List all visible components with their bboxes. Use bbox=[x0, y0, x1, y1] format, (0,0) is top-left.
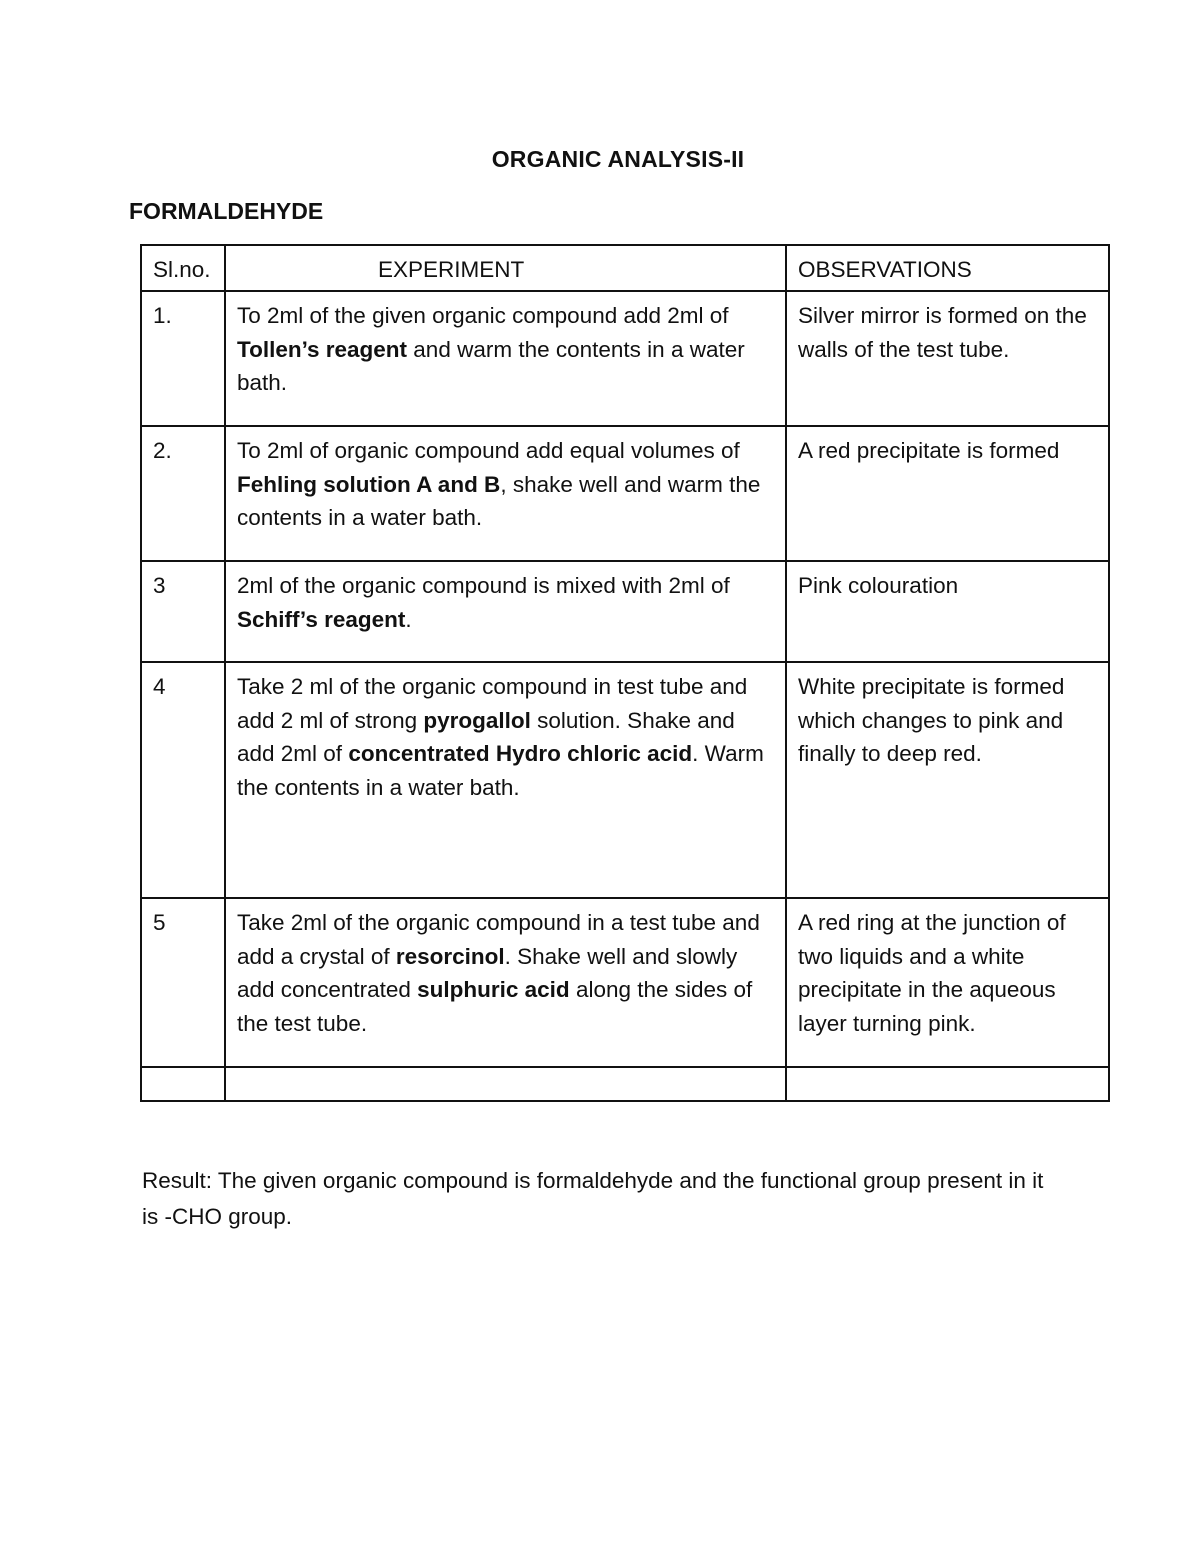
table-row bbox=[141, 561, 1109, 662]
reagent-name: concentrated Hydro chloric acid bbox=[348, 741, 693, 767]
table-row bbox=[141, 898, 1109, 1067]
row-number: 5 bbox=[141, 898, 225, 1067]
experiment-text: , shake well and warm the contents in a water bath. bbox=[237, 471, 761, 531]
empty-cell bbox=[786, 1067, 1109, 1101]
table-row bbox=[141, 662, 1109, 898]
header-slno: Sl.no. bbox=[141, 245, 225, 291]
empty-cell bbox=[141, 1067, 225, 1101]
experiment-text: . Warm the contents in a water bath. bbox=[237, 741, 764, 801]
row-number: 1. bbox=[141, 291, 225, 426]
experiment-text: To 2ml of the given organic compound add 2ml of bbox=[237, 303, 729, 328]
reagent-name: Tollen’s reagent bbox=[237, 336, 408, 362]
experiment-text: Take 2ml of the organic compound in a test tube and add a crystal of bbox=[237, 910, 760, 969]
experiment-cell bbox=[225, 561, 786, 662]
experiment-text: 2ml of the organic compound is mixed with 2ml of bbox=[237, 573, 730, 598]
reagent-name: pyrogallol bbox=[423, 707, 531, 733]
reagent-name: Fehling solution A and B bbox=[237, 471, 501, 497]
experiment-text: . Shake well and slowly add concentrated bbox=[237, 943, 738, 1003]
reagent-name: sulphuric acid bbox=[417, 977, 570, 1003]
experiment-text: along the sides of the test tube. bbox=[237, 977, 753, 1037]
observation-cell: A red precipitate is formed bbox=[786, 426, 1109, 561]
row-number: 4 bbox=[141, 662, 225, 898]
empty-cell bbox=[225, 1067, 786, 1101]
row-number: 2. bbox=[141, 426, 225, 561]
header-observations: OBSERVATIONS bbox=[786, 245, 1109, 291]
table-header-row bbox=[141, 245, 1109, 291]
experiment-text: . bbox=[405, 606, 412, 632]
reagent-name: resorcinol bbox=[395, 943, 505, 969]
compound-heading: FORMALDEHYDE bbox=[129, 198, 324, 224]
table-row bbox=[141, 291, 1109, 426]
header-experiment: EXPERIMENT bbox=[225, 245, 786, 291]
observation-cell: Silver mirror is formed on the walls of the test tube. bbox=[786, 291, 1109, 426]
observation-cell: Pink colouration bbox=[786, 561, 1109, 662]
experiment-text: Take 2 ml of the organic compound in test tube and add 2 ml of strong bbox=[237, 674, 748, 733]
observation-cell: White precipitate is formed which changes to pink and finally to deep red. bbox=[786, 662, 1109, 898]
experiment-cell bbox=[225, 426, 786, 561]
experiment-table bbox=[140, 244, 1110, 1102]
experiment-cell bbox=[225, 662, 786, 898]
result-paragraph: Result: The given organic compound is formaldehyde and the functional group present in it is -CHO group. bbox=[142, 1168, 1044, 1229]
experiment-text: and warm the contents in a water bath. bbox=[237, 336, 745, 396]
page-title: ORGANIC ANALYSIS-II bbox=[491, 146, 745, 172]
experiment-cell bbox=[225, 898, 786, 1067]
observation-cell: A red ring at the junction of two liquids and a white precipitate in the aqueous layer turning pink. bbox=[786, 898, 1109, 1067]
row-number: 3 bbox=[141, 561, 225, 662]
experiment-cell bbox=[225, 291, 786, 426]
empty-table-row bbox=[141, 1067, 1109, 1101]
reagent-name: Schiff’s reagent bbox=[237, 606, 406, 632]
table-row bbox=[141, 426, 1109, 561]
experiment-text: solution. Shake and add 2ml of bbox=[237, 707, 735, 767]
experiment-text: To 2ml of organic compound add equal volumes of bbox=[237, 438, 740, 463]
